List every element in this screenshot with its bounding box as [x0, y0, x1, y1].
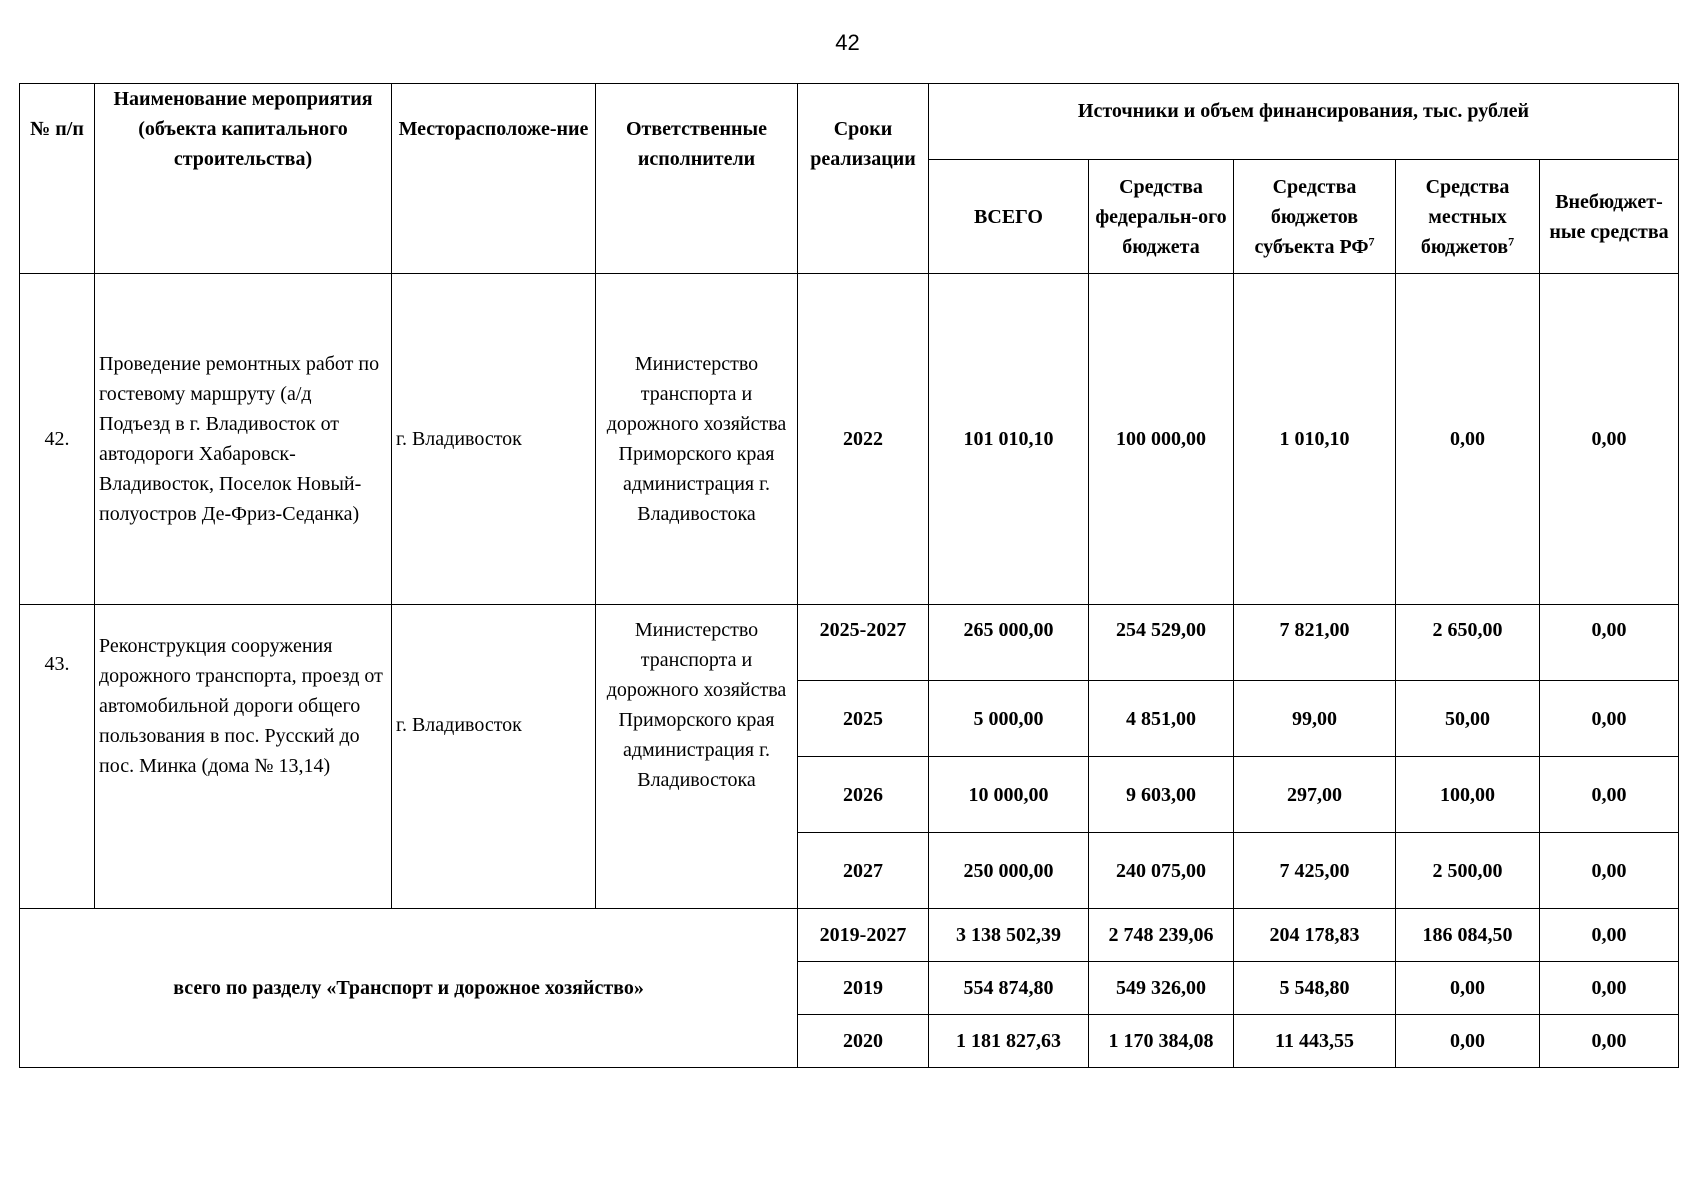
total-total: 554 874,80 [929, 962, 1089, 1015]
total-term: 2019-2027 [798, 909, 929, 962]
total-regional: 5 548,80 [1234, 962, 1396, 1015]
row-total: 250 000,00 [929, 833, 1089, 909]
row-federal: 254 529,00 [1089, 605, 1234, 681]
row-local: 2 500,00 [1396, 833, 1540, 909]
row-federal: 100 000,00 [1089, 274, 1234, 605]
row-local: 100,00 [1396, 757, 1540, 833]
total-row [20, 909, 1679, 962]
table-row [20, 274, 1679, 605]
row-regional: 1 010,10 [1234, 274, 1396, 605]
financing-table [19, 83, 1679, 1068]
row-regional: 7 821,00 [1234, 605, 1396, 681]
total-local: 0,00 [1396, 962, 1540, 1015]
row-location: г. Владивосток [392, 274, 596, 605]
header-extra: Внебюджет-ные средства [1540, 160, 1679, 274]
total-federal: 2 748 239,06 [1089, 909, 1234, 962]
row-local: 0,00 [1396, 274, 1540, 605]
total-federal: 549 326,00 [1089, 962, 1234, 1015]
table-row [20, 605, 1679, 681]
total-regional: 11 443,55 [1234, 1015, 1396, 1068]
row-executors: Министерство транспорта и дорожного хозяйства Приморского края администрация г. Владивостока [596, 274, 798, 605]
total-federal: 1 170 384,08 [1089, 1015, 1234, 1068]
header-regional [1234, 160, 1396, 274]
row-term: 2027 [798, 833, 929, 909]
row-federal: 4 851,00 [1089, 681, 1234, 757]
row-location: г. Владивосток [392, 605, 596, 909]
row-total: 10 000,00 [929, 757, 1089, 833]
row-term: 2026 [798, 757, 929, 833]
header-name: Наименование мероприятия (объекта капитального строительства) [95, 84, 392, 274]
row-executors: Министерство транспорта и дорожного хозяйства Приморского края администрация г. Владивостока [596, 605, 798, 909]
row-term: 2022 [798, 274, 929, 605]
row-federal: 9 603,00 [1089, 757, 1234, 833]
header-funding: Источники и объем финансирования, тыс. рублей [929, 84, 1679, 160]
header-number: № п/п [20, 84, 95, 274]
header-location: Месторасположе-ние [392, 84, 596, 274]
header-regional-footnote: 7 [1368, 233, 1375, 248]
row-regional: 99,00 [1234, 681, 1396, 757]
row-extra: 0,00 [1540, 605, 1679, 681]
row-extra: 0,00 [1540, 274, 1679, 605]
row-term: 2025 [798, 681, 929, 757]
header-executors: Ответственные исполнители [596, 84, 798, 274]
row-extra: 0,00 [1540, 757, 1679, 833]
header-regional-text: Средства бюджетов субъекта РФ [1254, 175, 1369, 258]
header-federal: Средства федеральн-ого бюджета [1089, 160, 1234, 274]
total-local: 0,00 [1396, 1015, 1540, 1068]
header-terms: Сроки реализации [798, 84, 929, 274]
total-local: 186 084,50 [1396, 909, 1540, 962]
row-local: 2 650,00 [1396, 605, 1540, 681]
row-regional: 297,00 [1234, 757, 1396, 833]
total-total: 1 181 827,63 [929, 1015, 1089, 1068]
row-regional: 7 425,00 [1234, 833, 1396, 909]
page-number: 42 [835, 30, 860, 55]
row-index: 42. [20, 274, 95, 605]
header-local-footnote: 7 [1508, 233, 1515, 248]
total-term: 2020 [798, 1015, 929, 1068]
row-total: 265 000,00 [929, 605, 1089, 681]
row-federal: 240 075,00 [1089, 833, 1234, 909]
row-total: 101 010,10 [929, 274, 1089, 605]
row-local: 50,00 [1396, 681, 1540, 757]
row-name: Реконструкция сооружения дорожного транспорта, проезд от автомобильной дороги общего пользования в пос. Русский до пос. Минка (дома № 13,14) [95, 605, 392, 909]
header-local-text: Средства местных бюджетов [1420, 175, 1510, 258]
total-regional: 204 178,83 [1234, 909, 1396, 962]
header-local [1396, 160, 1540, 274]
row-total: 5 000,00 [929, 681, 1089, 757]
row-term: 2025-2027 [798, 605, 929, 681]
total-label: всего по разделу «Транспорт и дорожное хозяйство» [20, 909, 798, 1068]
total-total: 3 138 502,39 [929, 909, 1089, 962]
total-extra: 0,00 [1540, 1015, 1679, 1068]
total-extra: 0,00 [1540, 962, 1679, 1015]
row-extra: 0,00 [1540, 681, 1679, 757]
total-extra: 0,00 [1540, 909, 1679, 962]
total-term: 2019 [798, 962, 929, 1015]
row-name: Проведение ремонтных работ по гостевому маршруту (а/д Подъезд в г. Владивосток от автодороги Хабаровск-Владивосток, Поселок Новый-полуостров Де-Фриз-Седанка) [95, 274, 392, 605]
row-index: 43. [20, 605, 95, 909]
header-total: ВСЕГО [929, 160, 1089, 274]
row-extra: 0,00 [1540, 833, 1679, 909]
